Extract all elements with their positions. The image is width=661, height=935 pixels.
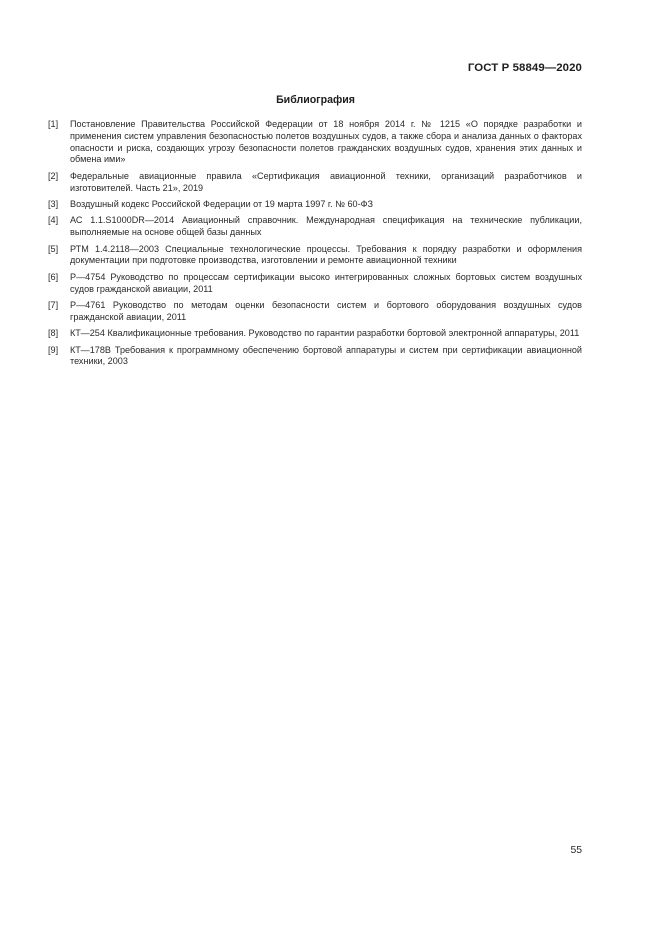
- entry-number: [4]: [48, 215, 59, 226]
- entry-text: КТ—178В Требования к программному обеспечению бортовой аппаратуры и систем при сертификации авиационной техники, 2003: [70, 344, 582, 367]
- entry-number: [8]: [48, 328, 59, 339]
- entry-text: Федеральные авиационные правила «Сертификация авиационной техники, организаций разработчиков и изготовителей. Часть 21», 2019: [70, 170, 582, 193]
- entry-text: Р—4754 Руководство по процессам сертификации высоко интегрированных сложных бортовых систем воздушных судов гражданской авиации, 2011: [70, 271, 582, 294]
- entry-number: [1]: [48, 119, 59, 129]
- entry-number: [3]: [48, 198, 59, 209]
- bibliography-entry: [48, 244, 582, 268]
- entry-number: [6]: [48, 271, 59, 282]
- section-title: Библиография: [276, 94, 355, 106]
- bibliography-entry: [48, 345, 582, 369]
- bibliography-entry: [48, 119, 582, 166]
- entry-number: [9]: [48, 344, 59, 355]
- bibliography-entry: [48, 215, 582, 239]
- bibliography-entry: [48, 328, 582, 340]
- page-number: 55: [570, 845, 582, 856]
- entry-text: Воздушный кодекс Российской Федерации от 19 марта 1997 г. № 60-ФЗ: [70, 198, 374, 209]
- bibliography-list: [48, 119, 582, 373]
- bibliography-entry: [48, 171, 582, 195]
- entry-text: РТМ 1.4.2118—2003 Специальные технологические процессы. Требования к порядку разработки и оформления документации при подготовке производства, изготовлении и ремонте авиационной техники: [70, 243, 582, 266]
- entry-text: АС 1.1.S1000DR—2014 Авиационный справочник. Международная спецификация на технические публикации, выполняемые на основе общей базы данных: [70, 215, 582, 238]
- entry-number: [2]: [48, 170, 59, 181]
- bibliography-entry: [48, 199, 582, 211]
- entry-text: Р—4761 Руководство по методам оценки безопасности систем и бортового оборудования воздушных судов гражданской авиации, 2011: [70, 299, 582, 322]
- entry-number: [7]: [48, 299, 59, 310]
- bibliography-entry: [48, 272, 582, 296]
- entry-text: Постановление Правительства Российской Федерации от 18 ноября 2014 г. № 1215 «О порядке разработки и применения систем управления безопасностью полетов воздушных судов, а также сбора и анализа данных о факторах опасности и риска, создающих угрозу безопасности полетов гражданских воздушных судов, хранения этих данных и обмена ими»: [70, 119, 582, 165]
- document-code: ГОСТ Р 58849—2020: [467, 62, 582, 74]
- bibliography-entry: [48, 300, 582, 324]
- entry-text: КТ—254 Квалификационные требования. Руководство по гарантии разработки бортовой электронной аппаратуры, 2011: [70, 328, 580, 339]
- entry-number: [5]: [48, 243, 59, 254]
